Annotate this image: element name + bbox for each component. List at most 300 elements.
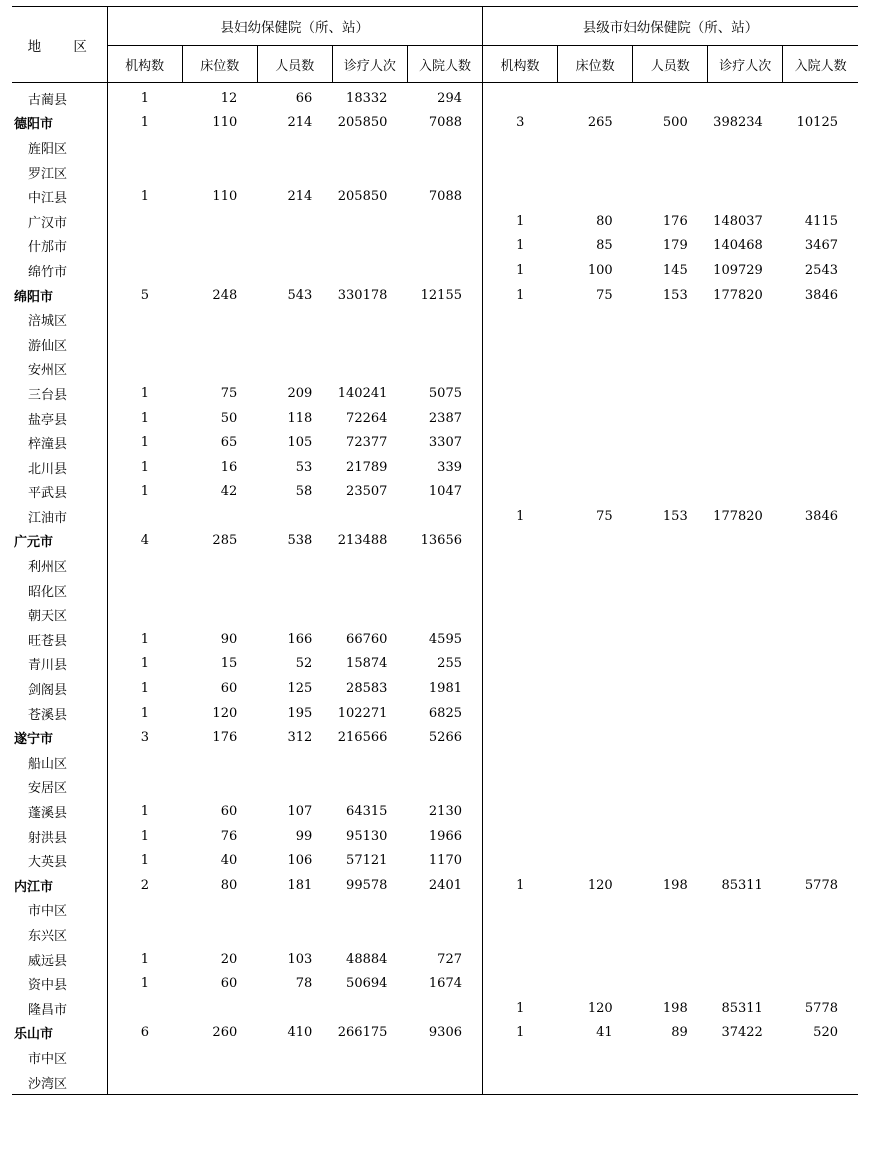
city-institutions-cell: 1 — [483, 234, 558, 259]
county-staff-cell — [257, 996, 332, 1021]
region-name: 安居区 — [28, 781, 68, 797]
city-admissions-cell — [783, 578, 858, 603]
county-beds-cell — [182, 160, 257, 185]
region-name: 市中区 — [28, 904, 68, 920]
city-institutions-cell — [483, 947, 558, 972]
city-beds-cell — [558, 701, 633, 726]
county-institutions-cell — [107, 553, 182, 578]
county-beds-cell: 285 — [212, 533, 238, 549]
county-visits-cell: 66760 — [346, 631, 388, 647]
city-visits-cell — [708, 307, 783, 332]
county-admissions-cell: 12155 — [420, 287, 462, 303]
city-beds-cell — [558, 307, 633, 332]
city-beds-cell — [558, 455, 633, 480]
county-beds-cell — [182, 1070, 257, 1095]
region-name: 利州区 — [28, 560, 68, 576]
county-visits-cell: 48884 — [346, 951, 388, 967]
city-beds-cell — [558, 971, 633, 996]
county-visits-cell — [332, 602, 407, 627]
city-beds-cell — [558, 652, 633, 677]
city-institutions-cell — [483, 898, 558, 923]
region-name: 昭化区 — [28, 584, 68, 600]
county-visits-cell — [332, 1070, 407, 1095]
county-beds-cell — [182, 602, 257, 627]
county-beds-cell: 110 — [212, 115, 238, 131]
county-institutions-cell — [107, 922, 182, 947]
col-header-institutions: 机构数 — [107, 46, 182, 83]
county-beds-cell — [182, 898, 257, 923]
table-row — [12, 83, 858, 111]
county-admissions-cell — [407, 750, 482, 775]
region-name: 射洪县 — [28, 830, 68, 846]
county-visits-cell: 266175 — [337, 1025, 388, 1041]
region-name: 威远县 — [28, 953, 68, 969]
city-admissions-cell — [783, 135, 858, 160]
city-admissions-cell — [783, 83, 858, 111]
city-institutions-cell — [483, 848, 558, 873]
county-visits-cell — [332, 234, 407, 259]
city-admissions-cell: 4115 — [804, 213, 838, 229]
table-row — [12, 701, 858, 726]
county-institutions-cell: 1 — [107, 184, 182, 209]
city-visits-cell: 109729 — [713, 262, 763, 278]
county-staff-cell: 103 — [287, 951, 313, 967]
county-beds-cell — [182, 553, 257, 578]
city-visits-cell — [708, 971, 783, 996]
city-staff-cell — [633, 971, 708, 996]
region-name: 乐山市 — [14, 1027, 54, 1043]
city-visits-cell — [708, 357, 783, 382]
county-visits-cell — [332, 504, 407, 529]
county-visits-cell: 50694 — [346, 976, 388, 992]
col-header-staff: 人员数 — [633, 46, 708, 83]
county-institutions-cell: 1 — [107, 971, 182, 996]
table-row — [12, 947, 858, 972]
county-admissions-cell — [407, 209, 482, 234]
county-visits-cell: 99578 — [346, 877, 388, 893]
col-header-visits: 诊疗人次 — [332, 46, 407, 83]
county-admissions-cell — [407, 160, 482, 185]
county-beds-cell — [182, 1045, 257, 1070]
region-name: 遂宁市 — [14, 732, 54, 748]
city-visits-cell: 148037 — [713, 213, 763, 229]
region-name: 三台县 — [28, 387, 68, 403]
city-beds-cell — [558, 430, 633, 455]
city-institutions-cell — [483, 307, 558, 332]
county-institutions-cell: 1 — [107, 799, 182, 824]
city-visits-cell — [708, 848, 783, 873]
city-institutions-cell — [483, 332, 558, 357]
county-staff-cell: 543 — [287, 287, 313, 303]
table-body — [12, 83, 858, 1095]
county-admissions-cell: 5266 — [428, 730, 462, 746]
city-beds-cell — [558, 947, 633, 972]
city-staff-cell: 198 — [662, 877, 688, 893]
table-row — [12, 504, 858, 529]
county-admissions-cell: 4595 — [428, 631, 462, 647]
city-institutions-cell — [483, 553, 558, 578]
city-visits-cell — [708, 750, 783, 775]
county-admissions-cell: 339 — [437, 459, 462, 475]
county-staff-cell — [257, 775, 332, 800]
city-admissions-cell — [783, 848, 858, 873]
county-beds-cell — [182, 922, 257, 947]
county-admissions-cell — [407, 357, 482, 382]
city-beds-cell — [558, 799, 633, 824]
city-row — [12, 725, 858, 750]
table-row — [12, 799, 858, 824]
city-admissions-cell — [783, 725, 858, 750]
city-visits-cell — [708, 725, 783, 750]
col-header-institutions: 机构数 — [483, 46, 558, 83]
county-admissions-cell: 2387 — [428, 410, 462, 426]
county-staff-cell — [257, 307, 332, 332]
city-visits-cell — [708, 824, 783, 849]
county-admissions-cell — [407, 578, 482, 603]
region-name: 资中县 — [28, 978, 68, 994]
region-name: 广汉市 — [28, 215, 68, 231]
city-admissions-cell — [783, 627, 858, 652]
county-beds-cell: 76 — [220, 828, 238, 844]
table-row — [12, 184, 858, 209]
county-staff-cell — [257, 1045, 332, 1070]
county-visits-cell — [332, 898, 407, 923]
county-institutions-cell — [107, 357, 182, 382]
county-beds-cell — [182, 504, 257, 529]
col-header-admissions: 入院人数 — [783, 46, 858, 83]
region-name: 旺苍县 — [28, 633, 68, 649]
city-institutions-cell — [483, 799, 558, 824]
city-visits-cell — [708, 676, 783, 701]
county-admissions-cell: 13656 — [420, 533, 462, 549]
city-institutions-cell — [483, 430, 558, 455]
city-beds-cell: 120 — [587, 1000, 613, 1016]
city-beds-cell: 120 — [587, 877, 613, 893]
city-admissions-cell — [783, 455, 858, 480]
city-beds-cell — [558, 135, 633, 160]
county-admissions-cell — [407, 553, 482, 578]
county-beds-cell: 176 — [212, 730, 238, 746]
city-staff-cell — [633, 83, 708, 111]
col-header-beds: 床位数 — [558, 46, 633, 83]
city-admissions-cell — [783, 184, 858, 209]
county-staff-cell — [257, 578, 332, 603]
city-visits-cell — [708, 652, 783, 677]
city-beds-cell — [558, 553, 633, 578]
county-institutions-cell: 1 — [107, 652, 182, 677]
city-beds-cell — [558, 725, 633, 750]
city-visits-cell — [708, 455, 783, 480]
city-staff-cell — [633, 676, 708, 701]
county-institutions-cell — [107, 996, 182, 1021]
county-staff-cell — [257, 357, 332, 382]
statistics-table-sheet — [12, 6, 858, 1095]
region-column-header: 地 区 — [12, 7, 107, 83]
city-admissions-cell: 520 — [813, 1025, 838, 1041]
city-staff-cell — [633, 332, 708, 357]
city-visits-cell — [708, 553, 783, 578]
city-beds-cell — [558, 357, 633, 382]
county-beds-cell — [182, 234, 257, 259]
col-header-admissions: 入院人数 — [407, 46, 482, 83]
city-institutions-cell: 3 — [483, 111, 558, 136]
county-beds-cell: 75 — [220, 385, 238, 401]
region-name: 内江市 — [14, 879, 54, 895]
city-admissions-cell — [783, 381, 858, 406]
county-beds-cell — [182, 775, 257, 800]
region-name: 梓潼县 — [28, 437, 68, 453]
city-beds-cell: 80 — [596, 213, 613, 229]
city-beds-cell — [558, 578, 633, 603]
city-beds-cell — [558, 406, 633, 431]
city-admissions-cell — [783, 1070, 858, 1095]
county-beds-cell — [182, 135, 257, 160]
city-staff-cell — [633, 725, 708, 750]
county-staff-cell: 538 — [287, 533, 313, 549]
county-staff-cell — [257, 332, 332, 357]
city-admissions-cell — [783, 480, 858, 505]
city-visits-cell — [708, 701, 783, 726]
city-admissions-cell — [783, 750, 858, 775]
city-staff-cell — [633, 627, 708, 652]
city-admissions-cell — [783, 971, 858, 996]
city-admissions-cell — [783, 406, 858, 431]
col-header-visits: 诊疗人次 — [708, 46, 783, 83]
city-institutions-cell — [483, 922, 558, 947]
table-row — [12, 135, 858, 160]
city-visits-cell — [708, 529, 783, 554]
city-visits-cell — [708, 602, 783, 627]
county-staff-cell: 106 — [287, 853, 313, 869]
county-institutions-cell: 3 — [107, 725, 182, 750]
city-staff-cell — [633, 898, 708, 923]
city-institutions-cell — [483, 406, 558, 431]
city-row — [12, 529, 858, 554]
table-row — [12, 480, 858, 505]
city-row — [12, 873, 858, 898]
city-staff-cell: 179 — [662, 238, 688, 254]
county-beds-cell: 90 — [220, 631, 238, 647]
county-institutions-cell: 1 — [107, 627, 182, 652]
city-staff-cell — [633, 529, 708, 554]
table-row — [12, 209, 858, 234]
county-visits-cell: 21789 — [346, 459, 388, 475]
table-row — [12, 775, 858, 800]
county-admissions-cell — [407, 775, 482, 800]
county-admissions-cell: 3307 — [428, 435, 462, 451]
city-visits-cell — [708, 480, 783, 505]
city-staff-cell — [633, 381, 708, 406]
city-staff-cell — [633, 184, 708, 209]
county-institutions-cell: 5 — [107, 283, 182, 308]
city-beds-cell — [558, 922, 633, 947]
city-admissions-cell — [783, 898, 858, 923]
county-admissions-cell: 1966 — [428, 828, 462, 844]
region-name: 涪城区 — [28, 314, 68, 330]
county-visits-cell: 205850 — [337, 115, 388, 131]
table-header — [12, 7, 858, 83]
city-staff-cell — [633, 848, 708, 873]
table-row — [12, 848, 858, 873]
city-staff-cell: 176 — [662, 213, 688, 229]
city-institutions-cell — [483, 1070, 558, 1095]
city-staff-cell — [633, 1070, 708, 1095]
region-name: 沙湾区 — [12, 1070, 107, 1095]
region-name: 北川县 — [28, 461, 68, 477]
city-institutions-cell — [483, 725, 558, 750]
city-row — [12, 111, 858, 136]
county-visits-cell — [332, 160, 407, 185]
city-staff-cell — [633, 160, 708, 185]
city-visits-cell: 140468 — [713, 238, 763, 254]
city-institutions-cell — [483, 1045, 558, 1070]
county-institutions-cell — [107, 209, 182, 234]
region-name: 罗江区 — [28, 166, 68, 182]
city-staff-cell — [633, 357, 708, 382]
city-beds-cell: 85 — [596, 238, 613, 254]
region-name: 大英县 — [28, 855, 68, 871]
city-beds-cell — [558, 1070, 633, 1095]
county-beds-cell — [182, 332, 257, 357]
county-institutions-cell — [107, 135, 182, 160]
city-institutions-cell: 1 — [483, 258, 558, 283]
county-beds-cell — [182, 750, 257, 775]
city-admissions-cell — [783, 553, 858, 578]
city-staff-cell — [633, 602, 708, 627]
county-institutions-cell — [107, 332, 182, 357]
city-beds-cell — [558, 529, 633, 554]
county-institutions-cell: 1 — [107, 676, 182, 701]
city-staff-cell — [633, 824, 708, 849]
region-name: 广元市 — [14, 535, 54, 551]
region-name: 青川县 — [28, 658, 68, 674]
county-beds-cell: 15 — [220, 656, 238, 672]
county-admissions-cell — [407, 898, 482, 923]
table-row — [12, 971, 858, 996]
city-institutions-cell: 1 — [483, 283, 558, 308]
city-institutions-cell: 1 — [483, 1021, 558, 1046]
city-visits-cell: 398234 — [713, 115, 763, 131]
city-admissions-cell — [783, 332, 858, 357]
city-admissions-cell: 5778 — [804, 877, 838, 893]
county-visits-cell — [332, 332, 407, 357]
region-name: 旌阳区 — [28, 141, 68, 157]
city-institutions-cell — [483, 602, 558, 627]
city-row — [12, 1021, 858, 1046]
region-name: 绵阳市 — [14, 289, 54, 305]
county-visits-cell: 216566 — [337, 730, 388, 746]
county-visits-cell: 330178 — [337, 287, 388, 303]
city-institutions-cell — [483, 455, 558, 480]
county-staff-cell: 214 — [287, 115, 313, 131]
county-visits-cell — [332, 209, 407, 234]
city-visits-cell — [708, 799, 783, 824]
county-admissions-cell: 727 — [437, 951, 462, 967]
county-visits-cell: 23507 — [346, 484, 388, 500]
county-beds-cell: 12 — [220, 90, 238, 106]
city-beds-cell — [558, 676, 633, 701]
county-beds-cell: 260 — [212, 1025, 238, 1041]
city-staff-cell — [633, 1045, 708, 1070]
county-staff-cell: 78 — [295, 976, 313, 992]
county-admissions-cell: 1047 — [428, 484, 462, 500]
city-admissions-cell — [783, 701, 858, 726]
city-visits-cell: 85311 — [721, 1000, 763, 1016]
county-admissions-cell — [407, 996, 482, 1021]
city-institutions-cell: 1 — [483, 504, 558, 529]
city-visits-cell — [708, 430, 783, 455]
county-staff-cell: 52 — [295, 656, 313, 672]
city-admissions-cell — [783, 430, 858, 455]
city-visits-cell — [708, 578, 783, 603]
county-admissions-cell — [407, 234, 482, 259]
county-institutions-cell — [107, 578, 182, 603]
city-admissions-cell — [783, 307, 858, 332]
city-admissions-cell: 5778 — [804, 1000, 838, 1016]
county-staff-cell: 209 — [287, 385, 313, 401]
city-row — [12, 283, 858, 308]
county-staff-cell — [257, 160, 332, 185]
city-visits-cell: 37422 — [721, 1025, 763, 1041]
county-institutions-cell — [107, 750, 182, 775]
city-staff-cell — [633, 652, 708, 677]
city-admissions-cell — [783, 947, 858, 972]
county-visits-cell: 15874 — [346, 656, 388, 672]
county-staff-cell: 53 — [295, 459, 313, 475]
city-staff-cell — [633, 406, 708, 431]
county-institutions-cell: 6 — [107, 1021, 182, 1046]
region-name: 盐亭县 — [28, 412, 68, 428]
city-beds-cell — [558, 775, 633, 800]
county-beds-cell: 50 — [220, 410, 238, 426]
county-admissions-cell: 5075 — [428, 385, 462, 401]
county-beds-cell: 40 — [220, 853, 238, 869]
city-beds-cell — [558, 480, 633, 505]
county-beds-cell: 120 — [212, 705, 238, 721]
city-visits-cell — [708, 1070, 783, 1095]
city-admissions-cell — [783, 824, 858, 849]
city-admissions-cell — [783, 799, 858, 824]
table-row — [12, 922, 858, 947]
city-visits-cell — [708, 332, 783, 357]
table-row — [12, 258, 858, 283]
city-staff-cell: 153 — [662, 287, 688, 303]
city-beds-cell — [558, 824, 633, 849]
col-header-beds: 床位数 — [182, 46, 257, 83]
city-staff-cell — [633, 578, 708, 603]
city-institutions-cell — [483, 676, 558, 701]
table-row — [12, 455, 858, 480]
county-admissions-cell: 2130 — [428, 804, 462, 820]
city-visits-cell: 85311 — [721, 877, 763, 893]
county-staff-cell — [257, 602, 332, 627]
county-institutions-cell: 1 — [107, 848, 182, 873]
county-institutions-cell — [107, 1070, 182, 1095]
city-beds-cell — [558, 184, 633, 209]
city-institutions-cell — [483, 750, 558, 775]
county-institutions-cell: 4 — [107, 529, 182, 554]
city-visits-cell: 177820 — [713, 287, 763, 303]
county-visits-cell — [332, 1045, 407, 1070]
city-visits-cell — [708, 775, 783, 800]
county-staff-cell: 410 — [287, 1025, 313, 1041]
county-staff-cell: 312 — [287, 730, 313, 746]
city-admissions-cell: 3467 — [804, 238, 838, 254]
city-visits-cell: 177820 — [713, 508, 763, 524]
county-beds-cell: 65 — [220, 435, 238, 451]
county-admissions-cell — [407, 332, 482, 357]
county-admissions-cell — [407, 258, 482, 283]
